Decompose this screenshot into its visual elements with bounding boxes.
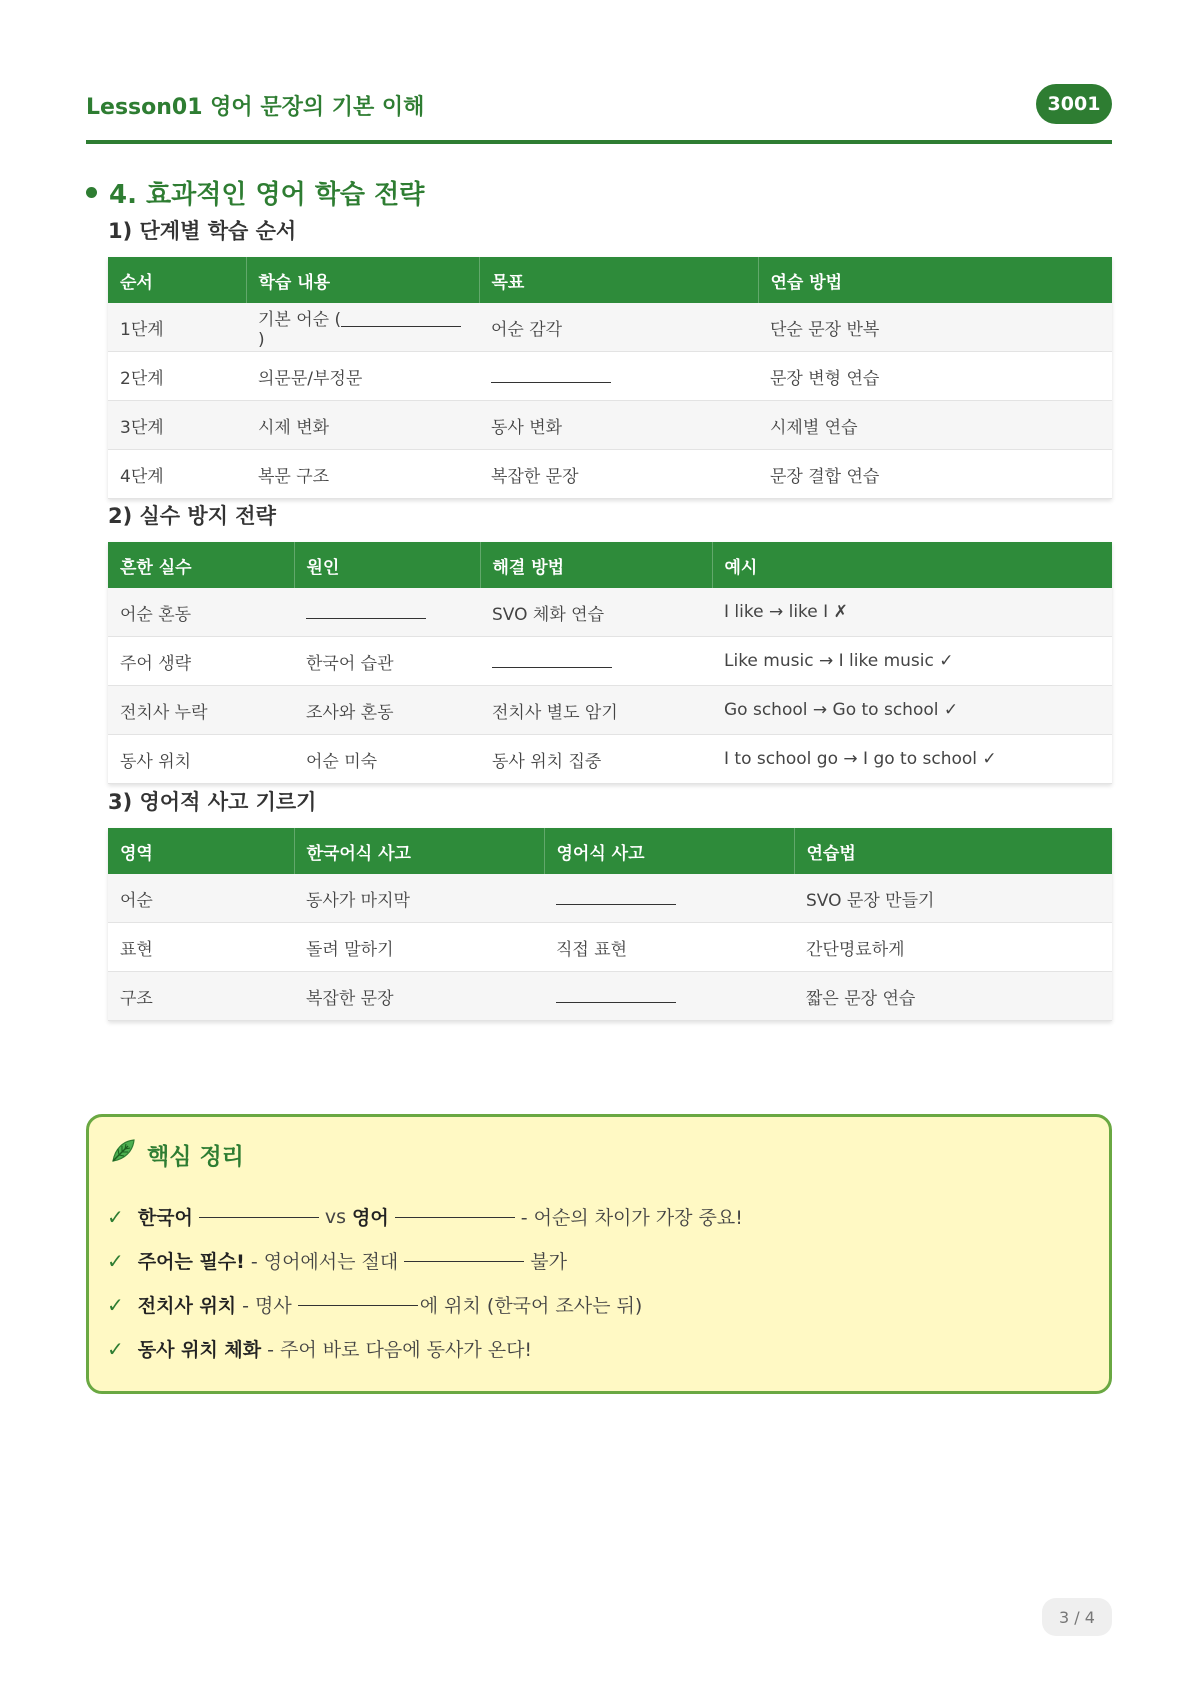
table-cell: 동사가 마지막 [294, 874, 544, 923]
table-cell: Go school → Go to school ✓ [712, 686, 1112, 735]
table-cell: 간단명료하게 [794, 923, 1112, 972]
section-title [86, 174, 424, 211]
table-cell: 복잡한 문장 [294, 972, 544, 1021]
point-bold: 영어 [351, 1207, 389, 1229]
table-row [108, 686, 1112, 735]
summary-title [109, 1137, 244, 1171]
table-row [108, 303, 1112, 352]
column-header: 예시 [712, 542, 1112, 588]
page-number: 3 / 4 [1042, 1598, 1112, 1636]
fill-in-blank [491, 381, 611, 383]
table-cell [479, 352, 758, 401]
table-cell: 어순 [108, 874, 294, 923]
fill-in-blank [298, 1304, 418, 1306]
table-cell: 문장 결합 연습 [758, 450, 1112, 499]
table-cell [544, 874, 794, 923]
point-bold: 한국어 [137, 1207, 193, 1229]
point-text: 불가 [530, 1251, 567, 1273]
table-cell: SVO 문장 만들기 [794, 874, 1112, 923]
column-header: 한국어식 사고 [294, 828, 544, 874]
summary-point [107, 1291, 648, 1318]
fill-in-blank [395, 1216, 515, 1218]
point-bold: 전치사 위치 [137, 1295, 237, 1317]
table-cell: I like → like I ✗ [712, 588, 1112, 637]
table-cell: 2단계 [108, 352, 246, 401]
column-header: 영역 [108, 828, 294, 874]
mistake-prevention-table [108, 542, 1112, 784]
column-header: 원인 [294, 542, 480, 588]
column-header: 흔한 실수 [108, 542, 294, 588]
column-header: 영어식 사고 [544, 828, 794, 874]
summary-point [107, 1203, 749, 1230]
section-title-text: 4. 효과적인 영어 학습 전략 [109, 180, 425, 210]
table-cell: 문장 변형 연습 [758, 352, 1112, 401]
leaf-icon [109, 1137, 137, 1171]
table-row [108, 923, 1112, 972]
study-order-table [108, 257, 1112, 499]
table-cell: 4단계 [108, 450, 246, 499]
check-icon: ✓ [107, 1292, 124, 1317]
summary-point [107, 1247, 573, 1274]
table-row [108, 735, 1112, 784]
table-cell: SVO 체화 연습 [480, 588, 712, 637]
point-bold: 동사 위치 체화 [137, 1339, 262, 1361]
table-cell: 어순 감각 [479, 303, 758, 352]
table-cell: 짧은 문장 연습 [794, 972, 1112, 1021]
table-cell: 전치사 별도 암기 [480, 686, 712, 735]
table-row [108, 874, 1112, 923]
table-cell [544, 972, 794, 1021]
table-cell: 3단계 [108, 401, 246, 450]
table1-title: 1) 단계별 학습 순서 [108, 219, 297, 243]
table-row [108, 588, 1112, 637]
check-icon: ✓ [107, 1204, 124, 1229]
table-cell: 직접 표현 [544, 923, 794, 972]
table-cell: 조사와 혼동 [294, 686, 480, 735]
column-header: 연습법 [794, 828, 1112, 874]
table-cell: 시제 변화 [246, 401, 479, 450]
table-cell: 표현 [108, 923, 294, 972]
table-cell: 복잡한 문장 [479, 450, 758, 499]
table-row [108, 401, 1112, 450]
lesson-code-badge: 3001 [1036, 84, 1112, 124]
check-icon: ✓ [107, 1248, 124, 1273]
column-header: 순서 [108, 257, 246, 303]
fill-in-blank [556, 1001, 676, 1003]
table-cell: 동사 변화 [479, 401, 758, 450]
table-cell: 의문문/부정문 [246, 352, 479, 401]
table2-title: 2) 실수 방지 전략 [108, 504, 276, 528]
table-row [108, 450, 1112, 499]
table-row [108, 972, 1112, 1021]
table-cell: 동사 위치 집중 [480, 735, 712, 784]
table-cell: 어순 혼동 [108, 588, 294, 637]
column-header: 학습 내용 [246, 257, 479, 303]
page-header [86, 84, 1112, 144]
point-text: 에 위치 (한국어 조사는 뒤) [419, 1295, 643, 1317]
column-header: 연습 방법 [758, 257, 1112, 303]
column-header: 목표 [479, 257, 758, 303]
column-header: 해결 방법 [480, 542, 712, 588]
point-bold: 주어는 필수! [137, 1251, 245, 1273]
point-text: - 영어에서는 절대 [250, 1251, 399, 1273]
table-cell: 1단계 [108, 303, 246, 352]
bullet-dot-icon [86, 187, 97, 198]
summary-title-text: 핵심 정리 [147, 1143, 244, 1170]
lesson-title: Lesson01 영어 문장의 기본 이해 [86, 95, 425, 120]
point-text: - 어순의 차이가 가장 중요! [520, 1207, 743, 1229]
table-cell: 한국어 습관 [294, 637, 480, 686]
table-cell [246, 303, 479, 352]
table-cell: 돌려 말하기 [294, 923, 544, 972]
fill-in-blank [306, 617, 426, 619]
table-row [108, 637, 1112, 686]
english-thinking-table [108, 828, 1112, 1021]
point-text: - 주어 바로 다음에 동사가 온다! [267, 1339, 533, 1361]
fill-in-blank [404, 1260, 524, 1262]
table-cell: 구조 [108, 972, 294, 1021]
key-summary-box [86, 1114, 1112, 1394]
table-cell: 주어 생략 [108, 637, 294, 686]
fill-in-blank [199, 1216, 319, 1218]
check-icon: ✓ [107, 1336, 124, 1361]
table-cell: 동사 위치 [108, 735, 294, 784]
table-row [108, 352, 1112, 401]
table-header-row [108, 257, 1112, 303]
fill-in-blank [556, 903, 676, 905]
cell-text: 기본 어순 ( [258, 309, 342, 330]
fill-in-blank [341, 325, 461, 327]
table-header-row [108, 542, 1112, 588]
table-cell [294, 588, 480, 637]
table-cell: 단순 문장 반복 [758, 303, 1112, 352]
table-cell [480, 637, 712, 686]
summary-point [107, 1335, 538, 1362]
table-cell: I to school go → I go to school ✓ [712, 735, 1112, 784]
fill-in-blank [492, 666, 612, 668]
table-cell: Like music → I like music ✓ [712, 637, 1112, 686]
point-text: - 명사 [242, 1295, 292, 1317]
table-header-row [108, 828, 1112, 874]
point-text: vs [324, 1205, 346, 1228]
table-cell: 어순 미숙 [294, 735, 480, 784]
table-cell: 시제별 연습 [758, 401, 1112, 450]
table-cell: 복문 구조 [246, 450, 479, 499]
cell-text: ) [258, 329, 265, 350]
table-cell: 전치사 누락 [108, 686, 294, 735]
table3-title: 3) 영어적 사고 기르기 [108, 790, 317, 814]
